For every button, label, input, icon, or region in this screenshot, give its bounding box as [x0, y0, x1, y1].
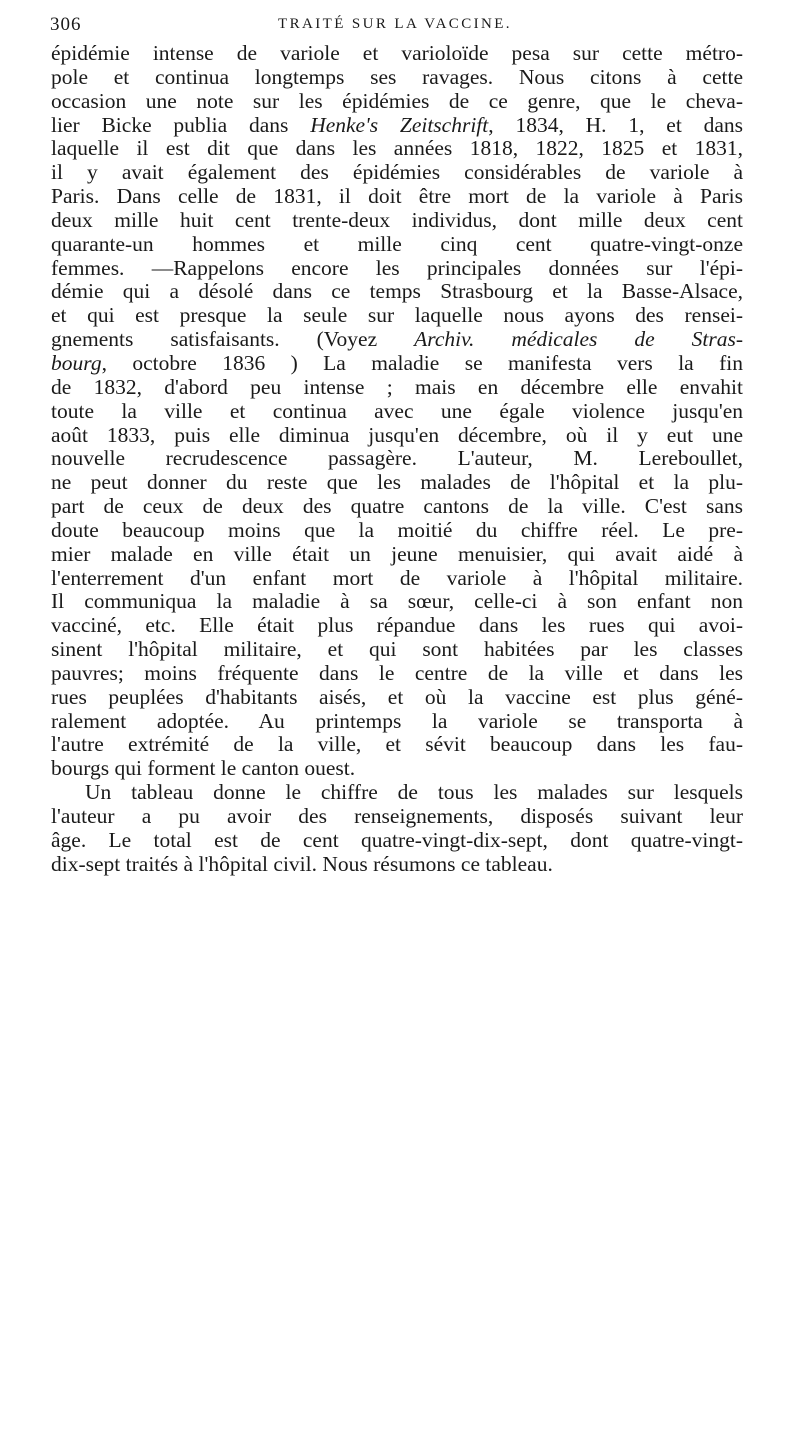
text-segment: Il communiqua la maladie à sa sœur, celle-ci à son enfant non — [51, 589, 743, 614]
text-segment: Paris. Dans celle de 1831, il doit être mort de la variole à Paris — [51, 184, 743, 209]
text-line — [51, 590, 743, 614]
text-segment: dix-sept traités à l'hôpital civil. Nous résumons ce tableau. — [51, 851, 553, 876]
italic-text: Henke's Zeitschrift — [310, 112, 489, 137]
running-head — [50, 14, 740, 38]
text-segment: ne peut donner du reste que les malades de l'hôpital et la plu- — [51, 470, 743, 495]
text-segment: sinent l'hôpital militaire, et qui sont habitées par les classes — [51, 637, 743, 662]
text-line — [51, 66, 743, 90]
text-line — [51, 376, 743, 400]
text-line — [51, 161, 743, 185]
text-line — [51, 209, 743, 233]
text-segment: , octobre 1836 ) La maladie se manifesta vers la fin — [101, 350, 743, 375]
text-line — [51, 114, 743, 138]
text-line — [51, 471, 743, 495]
text-segment: l'autre extrémité de la ville, et sévit beaucoup dans les fau- — [51, 732, 743, 757]
text-line — [51, 757, 743, 781]
text-line — [51, 829, 743, 853]
text-segment: toute la ville et continua avec une égale violence jusqu'en — [51, 398, 743, 423]
text-segment: pauvres; moins fréquente dans le centre de la ville et dans les — [51, 660, 743, 685]
text-line — [51, 686, 743, 710]
text-segment: l'enterrement d'un enfant mort de variole à l'hôpital militaire. — [51, 565, 743, 590]
text-line — [51, 567, 743, 591]
text-line — [51, 733, 743, 757]
text-line — [51, 233, 743, 257]
text-segment: nouvelle recrudescence passagère. L'auteur, M. Lereboullet, — [51, 446, 743, 471]
text-segment: démie qui a désolé dans ce temps Strasbourg et la Basse-Alsace, — [51, 279, 743, 304]
text-line — [51, 447, 743, 471]
text-segment: part de ceux de deux des quatre cantons de la ville. C'est sans — [51, 494, 743, 519]
text-segment: ralement adoptée. Au printemps la variole se transporta à — [51, 708, 743, 733]
text-segment: mier malade en ville était un jeune menuisier, qui avait aidé à — [51, 541, 743, 566]
text-segment: femmes. —Rappelons encore les principales données sur l'épi- — [51, 255, 743, 280]
text-line — [51, 638, 743, 662]
text-segment: vacciné, etc. Elle était plus répandue dans les rues qui avoi- — [51, 613, 743, 638]
text-segment: de 1832, d'abord peu intense ; mais en décembre elle envahit — [51, 374, 743, 399]
text-line — [51, 805, 743, 829]
text-segment: âge. Le total est de cent quatre-vingt-dix-sept, dont quatre-vingt- — [51, 827, 743, 852]
text-segment: occasion une note sur les épidémies de ce genre, que le cheva- — [51, 88, 743, 113]
text-segment: laquelle il est dit que dans les années 1818, 1822, 1825 et 1831, — [51, 136, 743, 161]
text-line — [51, 352, 743, 376]
text-line — [51, 400, 743, 424]
text-line — [51, 424, 743, 448]
text-line — [51, 42, 743, 66]
text-segment: et qui est presque la seule sur laquelle nous ayons des rensei- — [51, 303, 743, 328]
text-line — [51, 543, 743, 567]
running-title: TRAITÉ SUR LA VACCINE. — [278, 16, 512, 32]
text-segment: quarante-un hommes et mille cinq cent quatre-vingt-onze — [51, 231, 743, 256]
italic-text: Archiv. médicales de Stras- — [414, 327, 743, 352]
text-line — [51, 137, 743, 161]
text-segment: épidémie intense de variole et varioloïde pesa sur cette métro- — [51, 41, 743, 65]
text-segment: Un tableau donne le chiffre de tous les malades sur lesquels — [85, 780, 743, 805]
text-segment: , 1834, H. 1, et dans — [488, 112, 744, 137]
text-line — [51, 328, 743, 352]
body-text — [51, 42, 743, 877]
text-segment: il y avait également des épidémies considérables de variole à — [51, 160, 743, 185]
text-line — [51, 257, 743, 281]
text-line — [51, 710, 743, 734]
text-segment: rues peuplées d'habitants aisés, et où la vaccine est plus géné- — [51, 684, 743, 709]
text-segment: doute beaucoup moins que la moitié du chiffre réel. Le pre- — [51, 517, 743, 542]
text-line — [51, 781, 743, 805]
text-line — [51, 614, 743, 638]
text-segment: bourgs qui forment le canton ouest. — [51, 756, 356, 781]
italic-text: bourg — [51, 350, 102, 375]
text-segment: deux mille huit cent trente-deux individus, dont mille deux cent — [51, 207, 743, 232]
text-line — [51, 90, 743, 114]
text-segment: l'auteur a pu avoir des renseignements, disposés suivant leur — [51, 804, 743, 828]
text-line — [51, 519, 743, 543]
page-number: 306 — [50, 14, 82, 35]
text-segment: août 1833, puis elle diminua jusqu'en décembre, où il y eut une — [51, 422, 743, 447]
text-line — [51, 280, 743, 304]
text-segment: lier Bicke publia dans — [51, 112, 311, 137]
text-line — [51, 662, 743, 686]
text-line — [51, 304, 743, 328]
text-segment: pole et continua longtemps ses ravages. Nous citons à cette — [51, 64, 743, 89]
text-line — [51, 185, 743, 209]
text-line — [51, 495, 743, 519]
text-line — [51, 853, 743, 877]
text-segment: gnements satisfaisants. (Voyez — [51, 327, 415, 352]
